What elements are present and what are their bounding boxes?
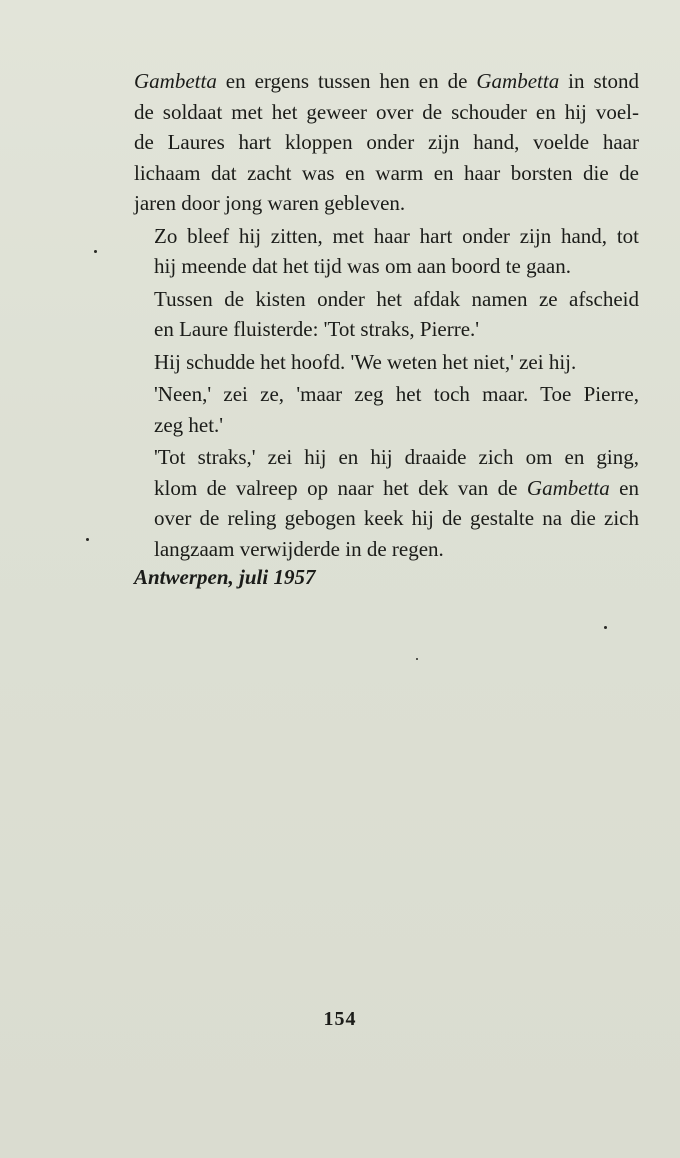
body-text: [134, 66, 639, 564]
text-run: Hij schudde het hoofd. 'We weten het niet,' zei hij.: [154, 349, 577, 374]
text-run: jaren door jong waren gebleven.: [134, 191, 406, 215]
text-run: de soldaat met het geweer over de schouder en hij voel-: [134, 99, 639, 124]
ink-speck: [94, 250, 97, 253]
ink-speck: [416, 658, 418, 660]
text-run: 'Tot straks,' zei hij en hij draaide zich om en ging,: [154, 445, 639, 469]
text-run: hij meende dat het tijd was om aan boord te gaan.: [154, 254, 571, 278]
text-line: [134, 127, 639, 158]
text-run: en: [609, 475, 639, 500]
paragraph: [134, 347, 639, 378]
text-run: de Laures hart kloppen onder zijn hand, voelde haar: [134, 130, 639, 154]
paragraph: [134, 442, 639, 564]
text-run: en Laure fluisterde: 'Tot straks, Pierre.': [154, 317, 480, 341]
ship-name: Gambetta: [134, 69, 217, 93]
text-run: klom de valreep op naar het dek van de: [154, 475, 527, 500]
text-line: [134, 97, 639, 128]
text-line: [134, 188, 639, 219]
text-run: lichaam dat zacht was en warm en haar borsten die de: [134, 160, 639, 185]
paragraph: [134, 221, 639, 282]
ship-name: Gambetta: [526, 475, 610, 500]
text-line: [134, 442, 639, 473]
page-number: 154: [323, 1008, 357, 1030]
text-run: in stond: [559, 69, 639, 93]
text-line: [134, 158, 639, 189]
paragraph: [134, 284, 639, 345]
text-run: zeg het.': [154, 412, 224, 437]
ship-name: Gambetta: [476, 69, 560, 93]
text-line: [134, 221, 639, 252]
paragraph: [134, 379, 639, 440]
text-run: over de reling gebogen keek hij de gestalte na die zich: [154, 506, 639, 530]
text-run: 'Neen,' zei ze, 'maar zeg het toch maar. Toe Pierre,: [154, 382, 639, 406]
text-run: langzaam verwijderde in de regen.: [154, 536, 444, 561]
text-run: en ergens tussen hen en de: [216, 69, 477, 93]
text-line: [134, 534, 639, 565]
text-line: [134, 379, 639, 410]
text-line: [134, 66, 639, 97]
ink-speck: [604, 626, 607, 629]
text-line: [134, 284, 639, 315]
text-line: [134, 314, 639, 345]
text-line: [134, 347, 639, 378]
place-date: Antwerpen, juli 1957: [134, 565, 316, 589]
text-line: [134, 410, 639, 441]
text-line: [134, 473, 639, 504]
text-run: Zo bleef hij zitten, met haar hart onder zijn hand, tot: [154, 223, 639, 248]
text-line: [134, 503, 639, 534]
text-run: Tussen de kisten onder het afdak namen ze afscheid: [154, 286, 639, 311]
ink-speck: [86, 538, 89, 541]
paragraph: [134, 66, 639, 219]
text-line: [134, 251, 639, 282]
